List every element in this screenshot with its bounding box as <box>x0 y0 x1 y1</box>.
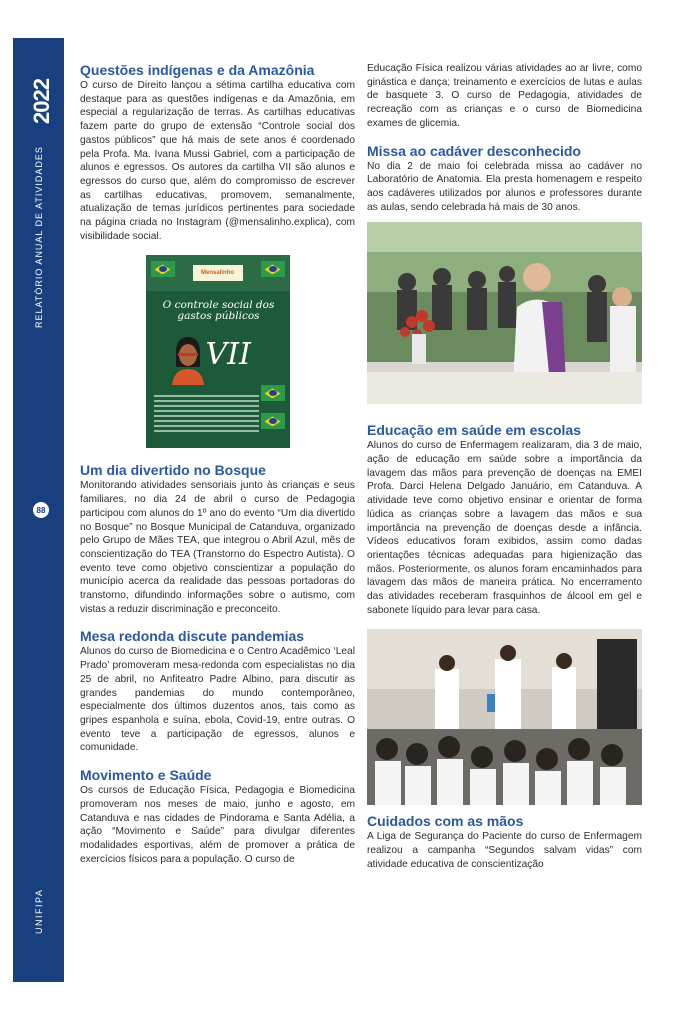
section-body: A Liga de Segurança do Paciente do curso de Enfermagem realizou a campanha “Segundos salvam vidas” com atividade educativa de conscientização <box>367 831 642 870</box>
right-column <box>367 62 642 884</box>
section-title: Educação em saúde em escolas <box>367 422 581 439</box>
cover-title: O controle social dos gastos públicos <box>162 299 275 323</box>
brazil-flag-icon <box>261 261 285 277</box>
left-column <box>80 62 355 878</box>
section-title: Um dia divertido no Bosque <box>80 462 266 479</box>
cover-volume: VII <box>205 337 251 373</box>
cover-credits-text <box>154 395 259 435</box>
section-body: Alunos do curso de Biomedicina e o Centro Acadêmico ‘Leal Prado’ promoveram mesa-redonda com especialistas no dia 25 de abril, no Anfiteatro Padre Albino, para discutir as grandes pandemias do mundo contemporâneo, especialmente dos últimos duzentos anos, tais como as gripes espanhola e suína, ebola, Covid-19, entre outras. O evento teve a participação de egressos, alunos e comunidade. <box>80 646 355 754</box>
section-body: O curso de Direito lançou a sétima cartilha educativa com destaque para as questões indígenas e da Amazônia, em especial a regularização de terras. As cartilhas educativas fazem parte do grupo de extensão “Controle social dos gastos públicos” que há mais de sete anos é coordenado pela Profa. Ma. Ivana Mussi Gabriel, com a participação de alunos e egressos. Os autores da cartilha VII são alunos e egressos do curso que, além do compromisso de escrever as cartilhas educativas, promovem, semanalmente, atualização de temas jurídicos pertinentes para sociedade na página criada no Instagram (@mensalinho.explica), com visibilidade social. <box>80 80 355 242</box>
section-body: Monitorando atividades sensoriais junto às crianças e seus familiares, no dia 24 de abril o curso de Pedagogia participou com alunos do 1º ano do evento “Um dia divertido no Bosque” no Bosque Municipal de Catanduva, organizado pelo Grupo de Mães TEA, que integrou o Abril Azul, mês de conscientização do TEA (Transtorno do Espectro Autista). O evento teve como objetivo conscientizar a população do município acerca da realidade das pessoas portadoras do transtorno, difundindo informações sobre o autismo, com vistas a reduzir discriminação e preconceito. <box>80 480 355 615</box>
section-bosque <box>80 462 355 616</box>
brazil-flag-icon <box>151 261 175 277</box>
section-educacao-saude <box>367 422 642 617</box>
section-body: No dia 2 de maio foi celebrada missa ao cadáver no Laboratório de Anatomia. Ela presta homenagem e respeito aos cadáveres utilizados por alunos e professores durante as aulas, sendo celebrada há mais de 30 anos. <box>367 160 642 213</box>
section-indigenas <box>80 62 355 243</box>
section-cuidados-maos <box>367 813 642 871</box>
section-movimento-continued <box>367 62 642 131</box>
section-body: Alunos do curso de Enfermagem realizaram, dia 3 de maio, ação de educação em saúde sobre a importância da lavagem das mãos para prevenção de doenças na EMEI Profa. Darci Helena Delgado Januário, em Catanduva. A atividade teve como objetivo ensinar e orientar de forma lúdica as crianças sobre a lavagem das mãos e sua importância na prevenção de doenças desde a infância. Vídeos educativos foram exibidos, assim como dadas orientações técnicas adequadas para higienização das mãos. Posteriormente, os alunos foram encaminhados para lavagem das mãos de maneira prática. No encerramento das atividades receberam frasquinhos de álcool em gel e sabonete líquido para levar para casa. <box>367 440 642 616</box>
report-year: 2022 <box>29 79 54 125</box>
brazil-flag-icon <box>261 385 285 401</box>
section-body: Os cursos de Educação Física, Pedagogia e Biomedicina promoveram nos meses de maio, junho e agosto, em Catanduva e nas cidades de Pindorama e Santa Adélia, a ação “Movimento e Saúde” para divulgar diferentes modalidades esportivas, além de promover a prática de exercícios físicos para a população. O curso de <box>80 785 355 865</box>
brazil-flag-icon <box>261 413 285 429</box>
report-label: RELATÓRIO ANUAL DE ATIVIDADES <box>34 146 44 329</box>
section-title: Mesa redonda discute pandemias <box>80 628 305 645</box>
school-health-education-photo <box>367 629 642 805</box>
section-missa <box>367 143 642 215</box>
section-mesa-redonda <box>80 628 355 755</box>
booklet-cover-image <box>146 255 290 448</box>
section-title: Missa ao cadáver desconhecido <box>367 142 581 159</box>
section-movimento <box>80 767 355 866</box>
brand-label: UNIFIPA <box>34 888 44 934</box>
cover-logo: Mensalinho <box>193 265 243 281</box>
page-number-badge: 88 <box>33 502 49 518</box>
indigenous-figure-illustration <box>168 333 208 385</box>
section-title: Cuidados com as mãos <box>367 813 524 830</box>
mass-ceremony-photo <box>367 222 642 404</box>
section-title: Questões indígenas e da Amazônia <box>80 62 315 78</box>
section-title: Movimento e Saúde <box>80 767 212 784</box>
section-body: Educação Física realizou várias atividades ao ar livre, como ginástica e dança; treinamento e exercícios de lutas e aulas de basquete 3. O curso de Pedagogia, atividades de recreação com as crianças e o curso de Biomedicina exames de glicemia. <box>367 63 642 129</box>
